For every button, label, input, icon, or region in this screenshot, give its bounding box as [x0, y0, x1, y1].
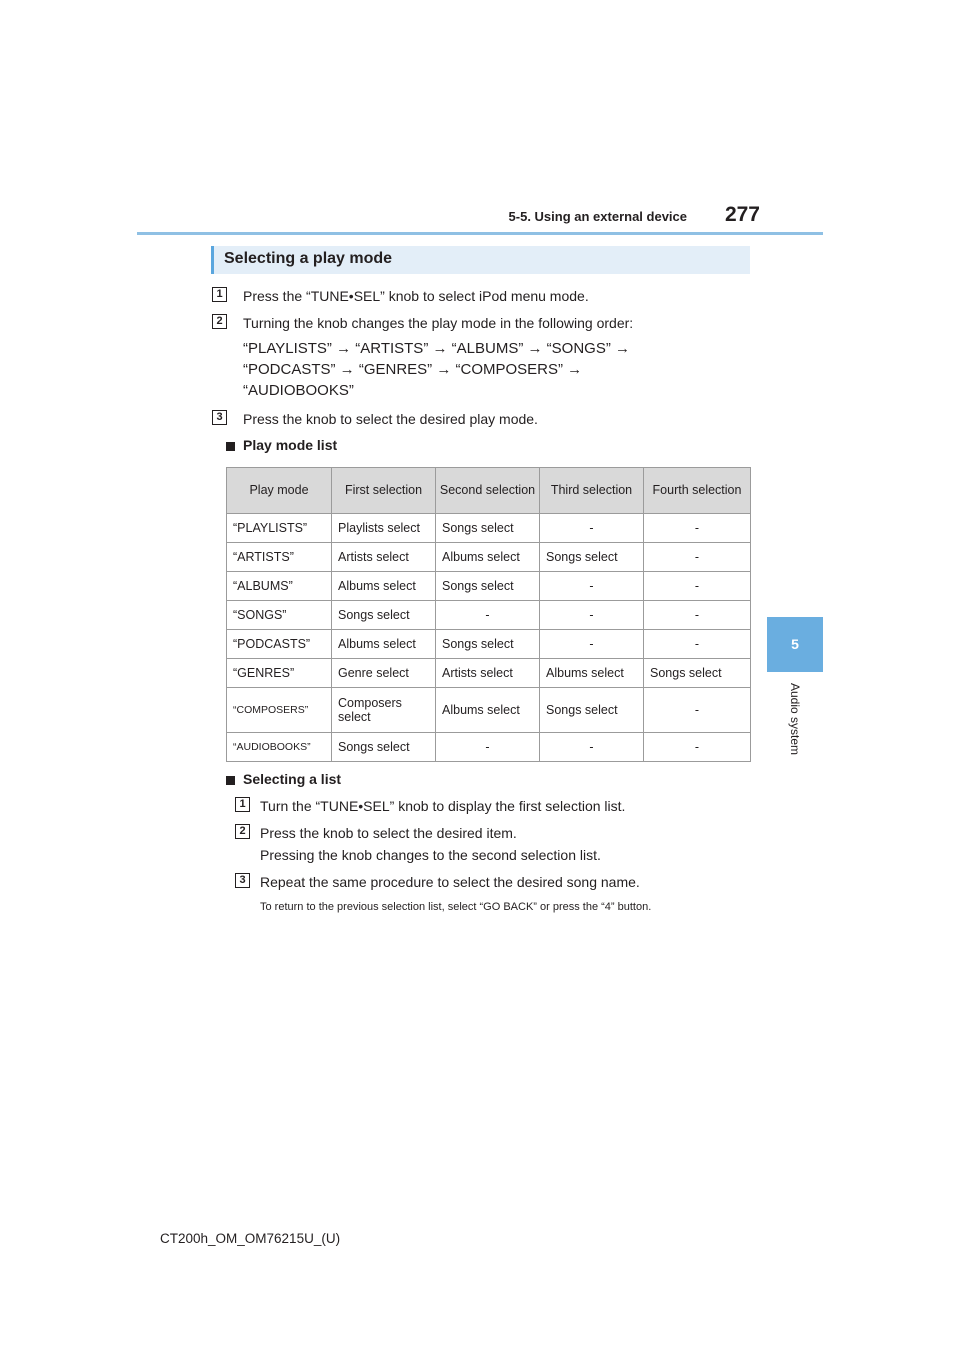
- table-cell: Albums select: [332, 572, 436, 601]
- list-step-2-subtext: Pressing the knob changes to the second selection list.: [260, 847, 601, 863]
- column-header-fourth-selection: Fourth selection: [644, 468, 751, 514]
- section-heading-bar: [211, 246, 750, 274]
- document-code: CT200h_OM_OM76215U_(U): [160, 1231, 341, 1246]
- selecting-list-heading-text: Selecting a list: [243, 771, 342, 787]
- table-cell: “PLAYLISTS”: [227, 514, 332, 543]
- header-divider: [137, 232, 823, 235]
- table-header-row: [227, 468, 751, 514]
- table-cell: -: [644, 601, 751, 630]
- column-header-second-selection: Second selection: [436, 468, 540, 514]
- table-cell: Artists select: [436, 659, 540, 688]
- step-1-text: Press the “TUNE•SEL” knob to select iPod menu mode.: [243, 288, 589, 304]
- table-row: [227, 733, 751, 762]
- table-cell: Songs select: [332, 601, 436, 630]
- table-cell: -: [540, 733, 644, 762]
- play-mode-list-heading-text: Play mode list: [243, 437, 338, 453]
- play-mode-order-line-1: “PLAYLISTS” → “ARTISTS” → “ALBUMS” → “SONGS” →: [243, 340, 630, 357]
- table-row: [227, 601, 751, 630]
- step-number-1: 1: [212, 287, 227, 302]
- step-3-text: Press the knob to select the desired play mode.: [243, 411, 538, 427]
- table-cell: Songs select: [436, 630, 540, 659]
- table-cell: -: [644, 733, 751, 762]
- chapter-tab-number: 5: [767, 617, 823, 672]
- table-cell: Songs select: [436, 572, 540, 601]
- table-cell: “GENRES”: [227, 659, 332, 688]
- page-number: 277: [724, 203, 760, 226]
- square-bullet-icon: [226, 776, 235, 785]
- table-cell: Songs select: [540, 543, 644, 572]
- column-header-first-selection: First selection: [332, 468, 436, 514]
- column-header-play-mode: Play mode: [227, 468, 332, 514]
- table-row: [227, 688, 751, 733]
- table-cell: -: [540, 601, 644, 630]
- play-mode-order-line-2: “PODCASTS” → “GENRES” → “COMPOSERS” →: [243, 361, 583, 378]
- table-cell: -: [436, 733, 540, 762]
- table-cell: Playlists select: [332, 514, 436, 543]
- table-cell: Songs select: [644, 659, 751, 688]
- column-header-third-selection: Third selection: [540, 468, 644, 514]
- running-header-section: 5-5. Using an external device: [508, 209, 687, 224]
- section-title: Selecting a play mode: [224, 250, 393, 267]
- table-cell: -: [540, 514, 644, 543]
- table-row: [227, 659, 751, 688]
- selecting-list-heading: [226, 771, 341, 787]
- table-cell: -: [540, 630, 644, 659]
- table-cell: -: [644, 543, 751, 572]
- list-step-1-text: Turn the “TUNE•SEL” knob to display the first selection list.: [260, 798, 626, 814]
- list-step-2-text: Press the knob to select the desired item.: [260, 825, 517, 841]
- play-mode-list-heading: [226, 437, 337, 453]
- go-back-note: To return to the previous selection list, select “GO BACK” or press the “4” button.: [260, 901, 652, 913]
- play-mode-order-line-3: “AUDIOBOOKS”: [243, 382, 354, 399]
- step-number-3: 3: [212, 410, 227, 425]
- table-cell: Albums select: [332, 630, 436, 659]
- table-cell: “SONGS”: [227, 601, 332, 630]
- table-cell: -: [644, 630, 751, 659]
- table-row: [227, 630, 751, 659]
- list-step-number-3: 3: [235, 873, 250, 888]
- table-cell: “AUDIOBOOKS”: [227, 733, 332, 762]
- table-cell: Albums select: [436, 543, 540, 572]
- table-row: [227, 514, 751, 543]
- table-cell: Songs select: [332, 733, 436, 762]
- table-cell: Albums select: [540, 659, 644, 688]
- table-cell: -: [540, 572, 644, 601]
- table-cell: -: [644, 514, 751, 543]
- list-step-number-2: 2: [235, 824, 250, 839]
- table-cell: “ALBUMS”: [227, 572, 332, 601]
- table-row: [227, 543, 751, 572]
- table-row: [227, 572, 751, 601]
- table-cell: -: [644, 688, 751, 733]
- list-step-3-text: Repeat the same procedure to select the desired song name.: [260, 874, 640, 890]
- table-cell: -: [436, 601, 540, 630]
- table-cell: “PODCASTS”: [227, 630, 332, 659]
- table-cell: Songs select: [540, 688, 644, 733]
- table-cell: Artists select: [332, 543, 436, 572]
- square-bullet-icon: [226, 442, 235, 451]
- table-cell: Composers select: [332, 688, 436, 733]
- step-2-text: Turning the knob changes the play mode in the following order:: [243, 315, 634, 331]
- table-cell: -: [644, 572, 751, 601]
- table-cell: Albums select: [436, 688, 540, 733]
- step-number-2: 2: [212, 314, 227, 329]
- table-cell: “ARTISTS”: [227, 543, 332, 572]
- play-mode-table: [226, 467, 751, 762]
- table-cell: “COMPOSERS”: [227, 688, 332, 733]
- list-step-number-1: 1: [235, 797, 250, 812]
- table-cell: Songs select: [436, 514, 540, 543]
- chapter-tab-label: Audio system: [788, 682, 802, 756]
- table-cell: Genre select: [332, 659, 436, 688]
